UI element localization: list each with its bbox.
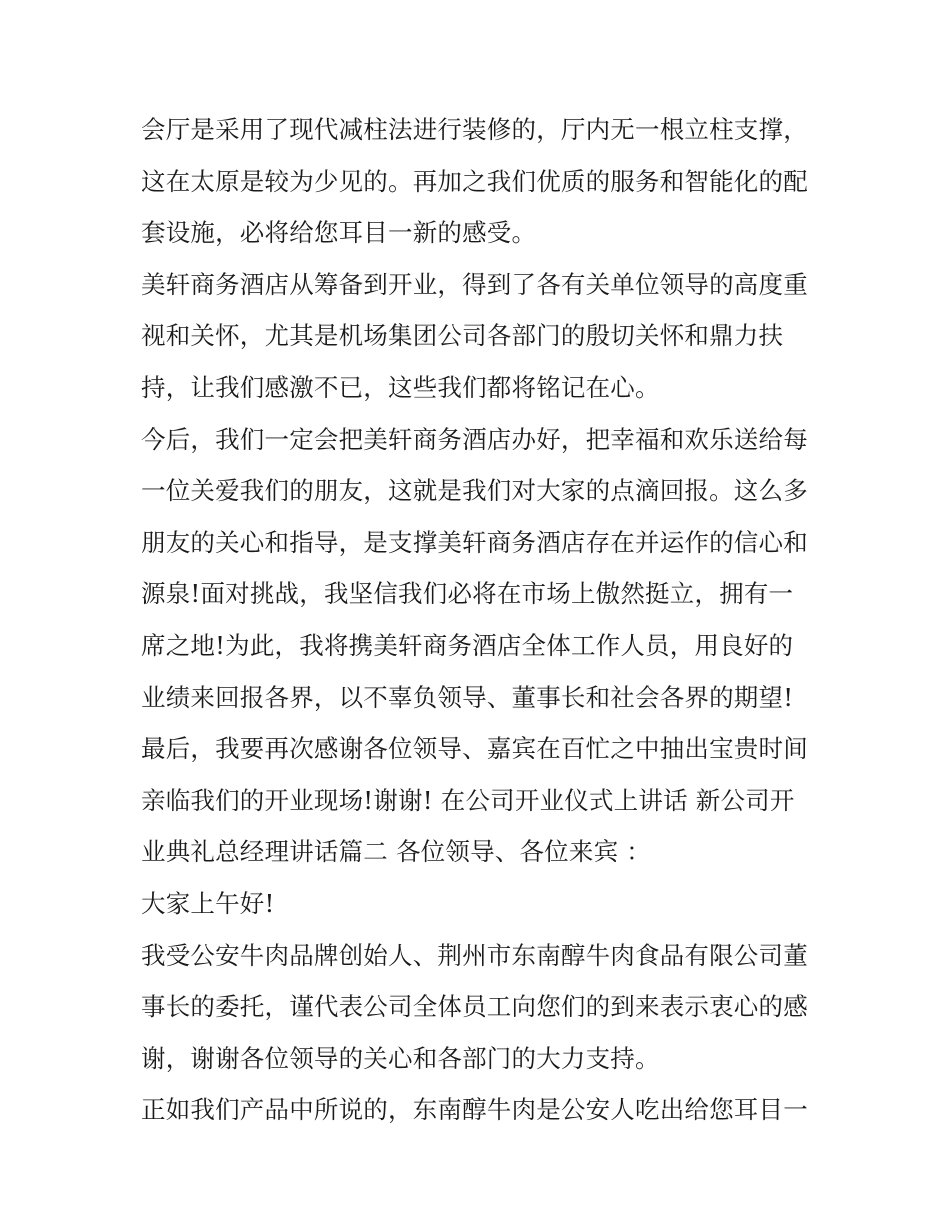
- text-line: 大家上午好!: [141, 888, 275, 918]
- text-line: 谢，谢谢各位领导的关心和各部门的大力支持。: [141, 1043, 660, 1073]
- document-body: [141, 104, 821, 1136]
- text-line: 源泉!面对挑战，我坚信我们必将在市场上傲然挺立，拥有一: [141, 579, 794, 609]
- text-line: 视和关怀，尤其是机场集团公司各部门的殷切关怀和鼎力扶: [141, 321, 784, 351]
- text-line: 朋友的关心和指导，是支撑美轩商务酒店存在并运作的信心和: [141, 527, 808, 557]
- text-line: 这在太原是较为少见的。再加之我们优质的服务和智能化的配: [141, 166, 808, 196]
- text-line: 美轩商务酒店从筹备到开业，得到了各有关单位领导的高度重: [141, 269, 808, 299]
- text-line: 我受公安牛肉品牌创始人、荆州市东南醇牛肉食品有限公司董: [141, 940, 808, 970]
- text-line: 席之地!为此，我将携美轩商务酒店全体工作人员，用良好的: [141, 630, 794, 660]
- text-line: 今后，我们一定会把美轩商务酒店办好，把幸福和欢乐送给每: [141, 424, 808, 454]
- text-line: 业绩来回报各界，以不辜负领导、董事长和社会各界的期望!: [141, 682, 794, 712]
- text-line: 业典礼总经理讲话篇二 各位领导、各位来宾 ：: [141, 837, 651, 867]
- text-line: 持，让我们感激不已，这些我们都将铭记在心。: [141, 372, 660, 402]
- text-line: 正如我们产品中所说的，东南醇牛肉是公安人吃出给您耳目一: [141, 1095, 808, 1125]
- text-line: 事长的委托，谨代表公司全体员工向您们的到来表示衷心的感: [141, 992, 808, 1022]
- text-line: 一位关爱我们的朋友，这就是我们对大家的点滴回报。这么多: [141, 476, 808, 506]
- text-line: 亲临我们的开业现场!谢谢! 在公司开业仪式上讲话 新公司开: [141, 785, 795, 815]
- text-line: 套设施，必将给您耳目一新的感受。: [141, 218, 537, 248]
- text-line: 会厅是采用了现代减柱法进行装修的，厅内无一根立柱支撑，: [141, 115, 808, 144]
- text-line: 最后，我要再次感谢各位领导、嘉宾在百忙之中抽出宝贵时间: [141, 734, 808, 764]
